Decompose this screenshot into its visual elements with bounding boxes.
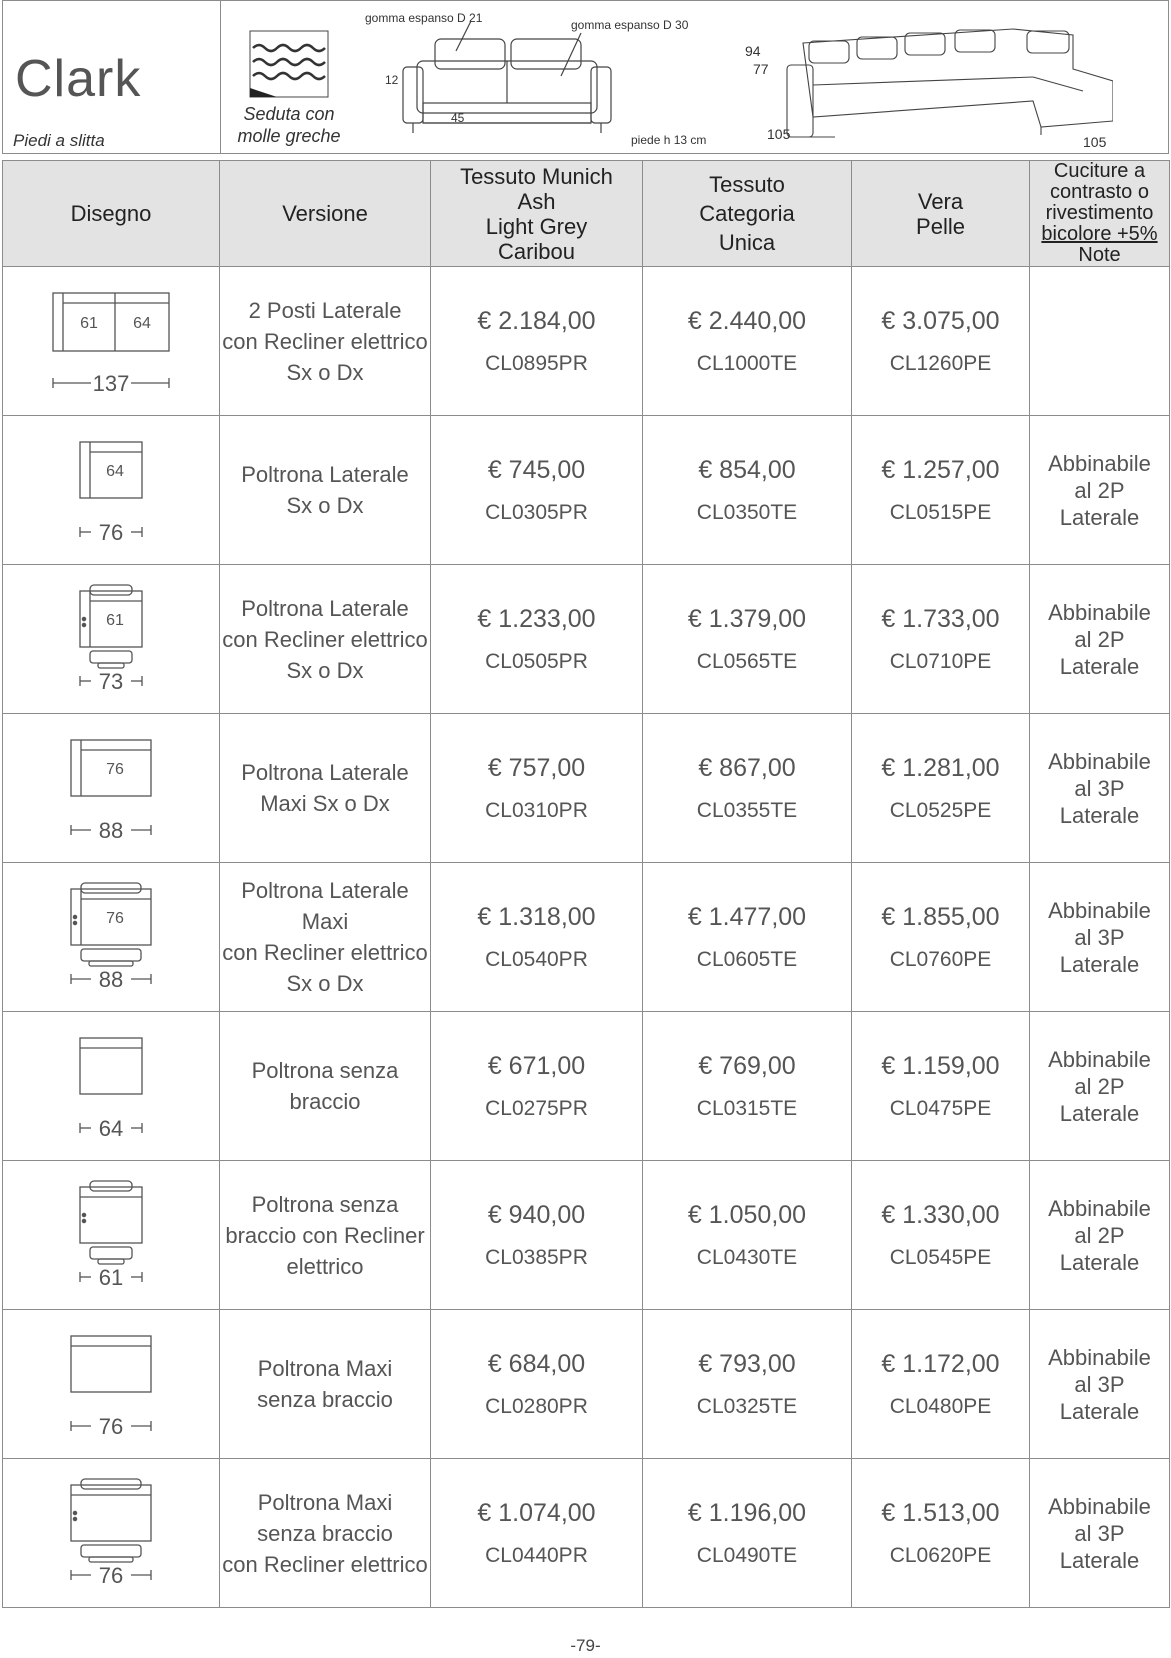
notes-cell: Abbinabile al 2P Laterale <box>1030 1161 1170 1310</box>
category-price: € 867,00 <box>698 753 796 782</box>
leather-cell <box>852 1161 1030 1310</box>
leather-code: CL0545PE <box>889 1245 992 1269</box>
dim-105-left-label: 105 <box>767 126 791 142</box>
table-row <box>3 1459 1170 1608</box>
spring-seat-icon <box>247 28 331 100</box>
module-drawing <box>26 726 196 846</box>
leather-price: € 3.075,00 <box>881 306 1000 335</box>
seat-label: Seduta con molle greche <box>237 104 341 146</box>
table-row <box>3 863 1170 1012</box>
munich-price: € 684,00 <box>487 1349 586 1378</box>
munich-price: € 1.233,00 <box>477 604 596 633</box>
foam-d30-label: gomma espanso D 30 <box>571 18 689 32</box>
leather-cell <box>852 1012 1030 1161</box>
leather-cell <box>852 416 1030 565</box>
col-notes: Cuciture a contrasto o rivestimento bicolore +5% Note <box>1030 161 1170 267</box>
width-dimension: 76 <box>98 1562 124 1588</box>
leather-code: CL0515PE <box>889 500 992 524</box>
munich-cell <box>431 416 643 565</box>
depth-dimension: 64 <box>133 314 151 332</box>
category-cell <box>643 565 852 714</box>
module-drawing <box>26 1322 196 1442</box>
table-row <box>3 714 1170 863</box>
category-cell <box>643 863 852 1012</box>
leather-code: CL0710PE <box>889 649 992 673</box>
munich-cell <box>431 863 643 1012</box>
version-cell: Poltrona Laterale Sx o Dx <box>220 416 431 565</box>
dim-105-right-label: 105 <box>1083 134 1107 150</box>
version-cell: Poltrona Laterale Maxi con Recliner elettrico Sx o Dx <box>220 863 431 1012</box>
dim-45-label: 45 <box>451 111 465 125</box>
drawing-cell <box>3 1161 220 1310</box>
width-dimension: 88 <box>98 966 124 992</box>
notes-cell: Abbinabile al 3P Laterale <box>1030 1310 1170 1459</box>
munich-code: CL0310PR <box>485 798 588 822</box>
category-cell <box>643 416 852 565</box>
munich-code: CL0305PR <box>485 500 588 524</box>
dim-94-label: 94 <box>745 43 761 59</box>
col-leather: Vera Pelle <box>852 161 1030 267</box>
leather-code: CL0760PE <box>889 947 992 971</box>
dim-12-label: 12 <box>385 73 399 87</box>
header-divider <box>220 1 221 153</box>
width-dimension: 137 <box>92 370 130 396</box>
munich-price: € 1.318,00 <box>477 902 596 931</box>
munich-price: € 671,00 <box>487 1051 586 1080</box>
drawing-cell <box>3 1310 220 1459</box>
leather-price: € 1.281,00 <box>881 753 1000 782</box>
category-price: € 1.050,00 <box>687 1200 807 1229</box>
leather-price: € 1.513,00 <box>881 1498 1000 1527</box>
module-drawing <box>26 279 196 399</box>
category-price: € 1.196,00 <box>687 1498 807 1527</box>
category-price: € 1.477,00 <box>687 902 807 931</box>
category-code: CL0355TE <box>696 798 798 822</box>
header-box <box>2 0 1169 154</box>
drawing-cell <box>3 714 220 863</box>
munich-price: € 940,00 <box>487 1200 586 1229</box>
munich-code: CL0440PR <box>485 1543 588 1567</box>
category-price: € 769,00 <box>698 1051 796 1080</box>
munich-price: € 757,00 <box>487 753 586 782</box>
category-cell <box>643 714 852 863</box>
munich-price: € 1.074,00 <box>477 1498 596 1527</box>
leather-price: € 1.172,00 <box>881 1349 1000 1378</box>
col-munich: Tessuto Munich Ash Light Grey Caribou <box>431 161 643 267</box>
category-price: € 2.440,00 <box>687 306 807 335</box>
category-code: CL1000TE <box>696 351 798 375</box>
drawing-cell <box>3 267 220 416</box>
leather-code: CL0475PE <box>889 1096 992 1120</box>
notes-cell <box>1030 267 1170 416</box>
corner-sofa-drawing <box>783 21 1113 141</box>
depth-dimension: 64 <box>106 462 124 480</box>
notes-cell: Abbinabile al 2P Laterale <box>1030 565 1170 714</box>
dim-77-label: 77 <box>753 61 769 77</box>
munich-code: CL0505PR <box>485 649 588 673</box>
leather-price: € 1.330,00 <box>881 1200 1000 1229</box>
category-code: CL0605TE <box>696 947 798 971</box>
category-price: € 1.379,00 <box>687 604 807 633</box>
leather-cell <box>852 267 1030 416</box>
width-dimension: 88 <box>98 817 124 843</box>
table-row <box>3 416 1170 565</box>
foot-height-label: piede h 13 cm <box>631 133 707 147</box>
width-dimension: 76 <box>98 519 124 545</box>
munich-code: CL0385PR <box>485 1245 588 1269</box>
munich-cell <box>431 565 643 714</box>
depth-dimension: 61 <box>106 611 124 629</box>
module-drawing <box>26 428 196 548</box>
leather-price: € 1.257,00 <box>881 455 1000 484</box>
version-cell: Poltrona Maxi senza braccio <box>220 1310 431 1459</box>
drawing-cell <box>3 1459 220 1608</box>
leather-code: CL0620PE <box>889 1543 992 1567</box>
feet-label: Piedi a slitta <box>13 131 105 150</box>
category-cell <box>643 1161 852 1310</box>
notes-cell: Abbinabile al 3P Laterale <box>1030 1459 1170 1608</box>
version-cell: Poltrona Maxi senza braccio con Recliner elettrico <box>220 1459 431 1608</box>
munich-cell <box>431 1310 643 1459</box>
leather-code: CL0480PE <box>889 1394 992 1418</box>
model-name: Clark <box>15 50 142 108</box>
module-drawing <box>26 1471 196 1591</box>
version-cell: Poltrona Laterale con Recliner elettrico Sx o Dx <box>220 565 431 714</box>
table-row <box>3 1161 1170 1310</box>
munich-cell <box>431 714 643 863</box>
foam-d21-label: gomma espanso D 21 <box>365 11 483 25</box>
table-row <box>3 267 1170 416</box>
munich-code: CL0895PR <box>485 351 588 375</box>
leather-code: CL0525PE <box>889 798 992 822</box>
table-header-row <box>3 161 1170 267</box>
drawing-cell <box>3 863 220 1012</box>
width-dimension: 64 <box>98 1115 124 1141</box>
leather-cell <box>852 714 1030 863</box>
category-code: CL0350TE <box>696 500 798 524</box>
col-drawing: Disegno <box>3 161 220 267</box>
munich-code: CL0280PR <box>485 1394 588 1418</box>
munich-cell <box>431 267 643 416</box>
version-cell: Poltrona senza braccio con Recliner elettrico <box>220 1161 431 1310</box>
table-row <box>3 565 1170 714</box>
depth-dimension: 76 <box>106 760 124 778</box>
price-table <box>2 160 1170 1608</box>
notes-cell: Abbinabile al 3P Laterale <box>1030 863 1170 1012</box>
category-code: CL0325TE <box>696 1394 798 1418</box>
module-drawing <box>26 577 196 697</box>
notes-cell: Abbinabile al 2P Laterale <box>1030 416 1170 565</box>
munich-code: CL0540PR <box>485 947 588 971</box>
width-dimension: 61 <box>98 1264 124 1290</box>
width-dimension: 73 <box>98 668 124 694</box>
table-row <box>3 1012 1170 1161</box>
depth-dimension: 76 <box>106 909 124 927</box>
leather-cell <box>852 1310 1030 1459</box>
category-price: € 854,00 <box>698 455 796 484</box>
module-drawing <box>26 1173 196 1293</box>
category-code: CL0430TE <box>696 1245 798 1269</box>
sofa-front-drawing <box>401 21 725 147</box>
category-code: CL0565TE <box>696 649 798 673</box>
munich-cell <box>431 1012 643 1161</box>
version-cell: Poltrona senza braccio <box>220 1012 431 1161</box>
table-row <box>3 1310 1170 1459</box>
leather-price: € 1.733,00 <box>881 604 1000 633</box>
leather-cell <box>852 1459 1030 1608</box>
depth-dimension: 61 <box>80 314 98 332</box>
category-cell <box>643 1459 852 1608</box>
module-drawing <box>26 875 196 995</box>
notes-cell: Abbinabile al 2P Laterale <box>1030 1012 1170 1161</box>
category-cell <box>643 1310 852 1459</box>
version-cell: Poltrona Laterale Maxi Sx o Dx <box>220 714 431 863</box>
col-category: Tessuto Categoria Unica <box>643 161 852 267</box>
version-cell: 2 Posti Laterale con Recliner elettrico Sx o Dx <box>220 267 431 416</box>
category-code: CL0315TE <box>696 1096 798 1120</box>
leather-cell <box>852 863 1030 1012</box>
leather-price: € 1.159,00 <box>881 1051 1000 1080</box>
page-number: -79- <box>570 1636 601 1655</box>
drawing-cell <box>3 565 220 714</box>
munich-price: € 2.184,00 <box>477 306 596 335</box>
leather-cell <box>852 565 1030 714</box>
category-cell <box>643 267 852 416</box>
notes-cell: Abbinabile al 3P Laterale <box>1030 714 1170 863</box>
munich-code: CL0275PR <box>485 1096 588 1120</box>
module-drawing <box>26 1024 196 1144</box>
drawing-cell <box>3 1012 220 1161</box>
leather-price: € 1.855,00 <box>881 902 1000 931</box>
munich-cell <box>431 1161 643 1310</box>
category-cell <box>643 1012 852 1161</box>
munich-cell <box>431 1459 643 1608</box>
drawing-cell <box>3 416 220 565</box>
category-code: CL0490TE <box>696 1543 798 1567</box>
category-price: € 793,00 <box>698 1349 796 1378</box>
leather-code: CL1260PE <box>889 351 992 375</box>
col-version: Versione <box>220 161 431 267</box>
munich-price: € 745,00 <box>487 455 586 484</box>
width-dimension: 76 <box>98 1413 124 1439</box>
